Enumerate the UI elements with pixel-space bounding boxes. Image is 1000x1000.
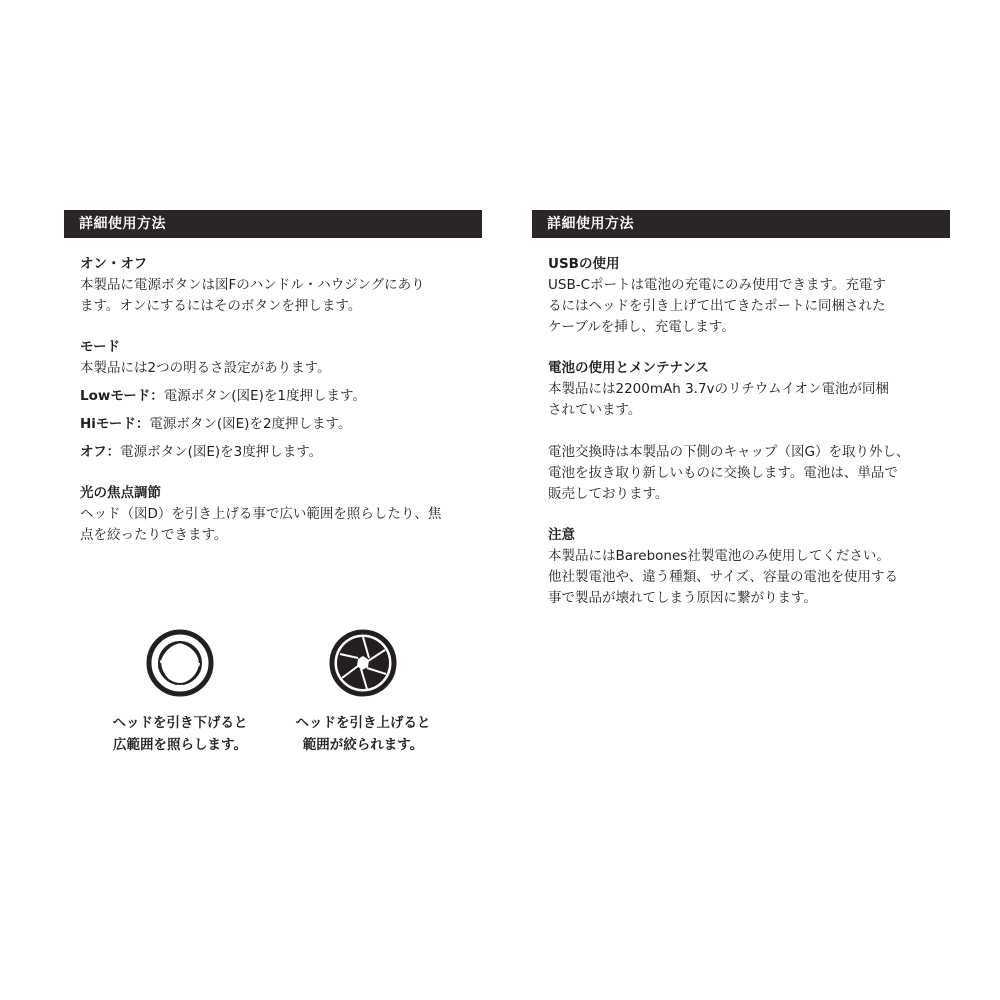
narrow-aperture-icon xyxy=(328,628,398,698)
battery-text-1: 本製品には2200mAh 3.7vのリチウムイオン電池が同梱 されています。 xyxy=(548,381,889,418)
battery-section xyxy=(548,358,950,505)
left-column xyxy=(64,210,482,566)
hi-mode-line xyxy=(80,414,482,435)
caution-title: 注意 xyxy=(548,527,575,543)
off-mode-line xyxy=(80,442,482,463)
onoff-title: オン・オフ xyxy=(80,256,148,272)
off-mode-text: 電源ボタン(図E)を3度押します。 xyxy=(120,444,323,460)
wide-aperture-icon xyxy=(145,628,215,698)
low-mode-text: 電源ボタン(図E)を1度押します。 xyxy=(163,388,366,404)
onoff-text: 本製品に電源ボタンは図Fのハンドル・ハウジングにあり ます。オンにするにはそのボタンを押します。 xyxy=(80,277,425,314)
battery-title: 電池の使用とメンテナンス xyxy=(548,360,709,376)
hi-mode-label: Hiモード： xyxy=(80,416,150,432)
low-mode-line xyxy=(80,386,482,407)
narrow-beam-caption: ヘッドを引き上げると 範囲が絞られます。 xyxy=(295,715,431,753)
usb-text: USB-Cポートは電池の充電にのみ使用できます。充電す るにはヘッドを引き上げて出てきたポートに同梱された ケーブルを挿し、充電します。 xyxy=(548,277,886,335)
caution-section xyxy=(548,525,950,609)
right-column xyxy=(532,210,950,629)
narrow-beam-block xyxy=(263,628,463,756)
onoff-section xyxy=(80,254,482,317)
focus-text: ヘッド（図D）を引き上げる事で広い範囲を照らしたり、焦 点を絞ったりできます。 xyxy=(80,506,442,543)
wide-beam-caption: ヘッドを引き下げると 広範囲を照らします。 xyxy=(112,715,248,753)
caution-text: 本製品にはBarebones社製電池のみ使用してください。 他社製電池や、違う種類、サイズ、容量の電池を使用する 事で製品が壊れてしまう原因に繋がります。 xyxy=(548,548,899,606)
left-section-header: 詳細使用方法 xyxy=(64,210,482,238)
low-mode-label: Lowモード： xyxy=(80,388,164,404)
mode-section xyxy=(80,337,482,463)
battery-text-2: 電池交換時は本製品の下側のキャップ（図G）を取り外し、 電池を抜き取り新しいものに交換します。電池は、単品で 販売しております。 xyxy=(548,444,910,502)
mode-text: 本製品には2つの明るさ設定があります。 xyxy=(80,360,331,376)
mode-title: モード xyxy=(80,339,120,355)
right-section-header: 詳細使用方法 xyxy=(532,210,950,238)
off-mode-label: オフ： xyxy=(80,444,121,460)
focus-section xyxy=(80,483,482,546)
hi-mode-text: 電源ボタン(図E)を2度押します。 xyxy=(149,416,352,432)
wide-beam-block xyxy=(80,628,280,756)
focus-title: 光の焦点調節 xyxy=(80,485,161,501)
usb-section xyxy=(548,254,950,338)
usb-title: USBの使用 xyxy=(548,256,620,272)
